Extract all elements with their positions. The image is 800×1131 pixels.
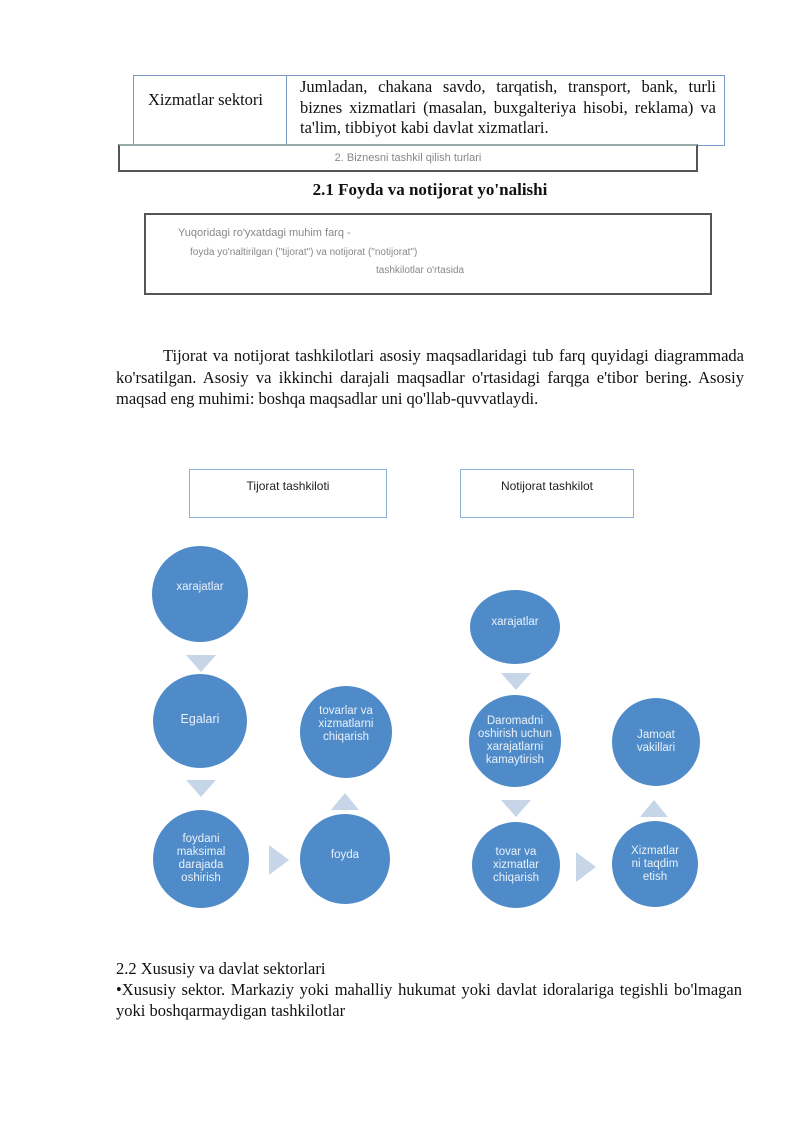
circle-right-public-representatives [612,698,700,786]
header-nonprofit-label: Notijorat tashkilot [500,479,594,493]
sector-label: Xizmatlar sektori [148,90,264,109]
header-commercial [189,469,387,518]
circle-right-expenses-label: xarajatlar [491,615,539,628]
header-commercial-label: Tijorat tashkiloti [246,479,330,493]
section-heading: 2.1 Foyda va notijorat yo'nalishi [312,180,548,199]
circle-left-maximize-profit-label: foydani maksimal darajada oshirish [176,833,226,884]
note-line-1: Yuqoridagi ro'yxatdagi muhim farq - [178,227,351,239]
circle-left-profit [300,814,390,904]
circle-right-provide-services-label: Xizmatlar ni taqdim etish [631,844,679,883]
circle-right-reduce-costs [469,695,561,787]
arrow-down-icon [501,800,531,817]
circle-left-expenses-label: xarajatlar [176,580,224,593]
circle-left-profit-label: foyda [330,848,360,861]
circle-left-maximize-profit [153,810,249,908]
arrow-right-icon [576,852,596,882]
bullet-private-sector: •Xususiy sektor. Markaziy yoki mahalliy hukumat yoki davlat idoralariga tegishli bo'lmagan yoki boshqarmaydigan tashkilotlar [116,980,742,1020]
circle-right-goods-services [472,822,560,908]
arrow-up-icon [640,800,668,817]
circle-right-reduce-costs-label: Daromadni oshirish uchun xarajatlarni kamaytirish [477,715,553,766]
arrow-right-icon [269,845,289,875]
sector-description: Jumladan, chakana savdo, tarqatish, transport, bank, turli biznes xizmatlari (masalan, buxgalteriya hisobi, reklama) va ta'lim, tibbiyot kabi davlat xizmatlari. [300,77,716,137]
circle-right-goods-services-label: tovar va xizmatlar chiqarish [492,845,540,884]
circle-left-goods-services [300,686,392,778]
table-cell-description [287,76,724,145]
arrow-up-icon [331,793,359,810]
note-box [144,213,712,295]
body-paragraph [116,345,744,410]
arrow-down-icon [186,655,216,672]
circle-right-provide-services [612,821,698,907]
circle-left-goods-services-label: tovarlar va xizmatlarni chiqarish [318,704,374,743]
subsection-title: 2.2 Xususiy va davlat sektorlari [116,959,326,978]
note-line-2: foyda yo'naltirilgan ("tijorat") va notijorat ("notijorat") [190,247,418,258]
arrow-down-icon [186,780,216,797]
circle-left-owners [153,674,247,768]
figure-caption-box [118,144,698,172]
circle-right-expenses [470,590,560,664]
circle-right-public-representatives-label: Jamoat vakillari [636,729,676,754]
table-cell-sector [134,76,287,145]
note-line-3: tashkilotlar o'rtasida [376,265,465,276]
arrow-down-icon [501,673,531,690]
services-table [133,75,725,146]
circle-left-expenses [152,546,248,642]
circle-left-owners-label: Egalari [180,711,220,726]
body-paragraph-text: Tijorat va notijorat tashkilotlari asosiy maqsadlaridagi tub farq quyidagi diagrammada ko'rsatilgan. Asosiy va ikkinchi darajali maqsadlar o'rtasidagi farqga e'tibor bering. Asosiy maqsad eng muhimi: boshqa maqsadlar uni qo'llab-quvvatlaydi. [116,346,744,408]
figure-caption: 2. Biznesni tashkil qilish turlari [334,152,482,164]
header-nonprofit [460,469,634,518]
